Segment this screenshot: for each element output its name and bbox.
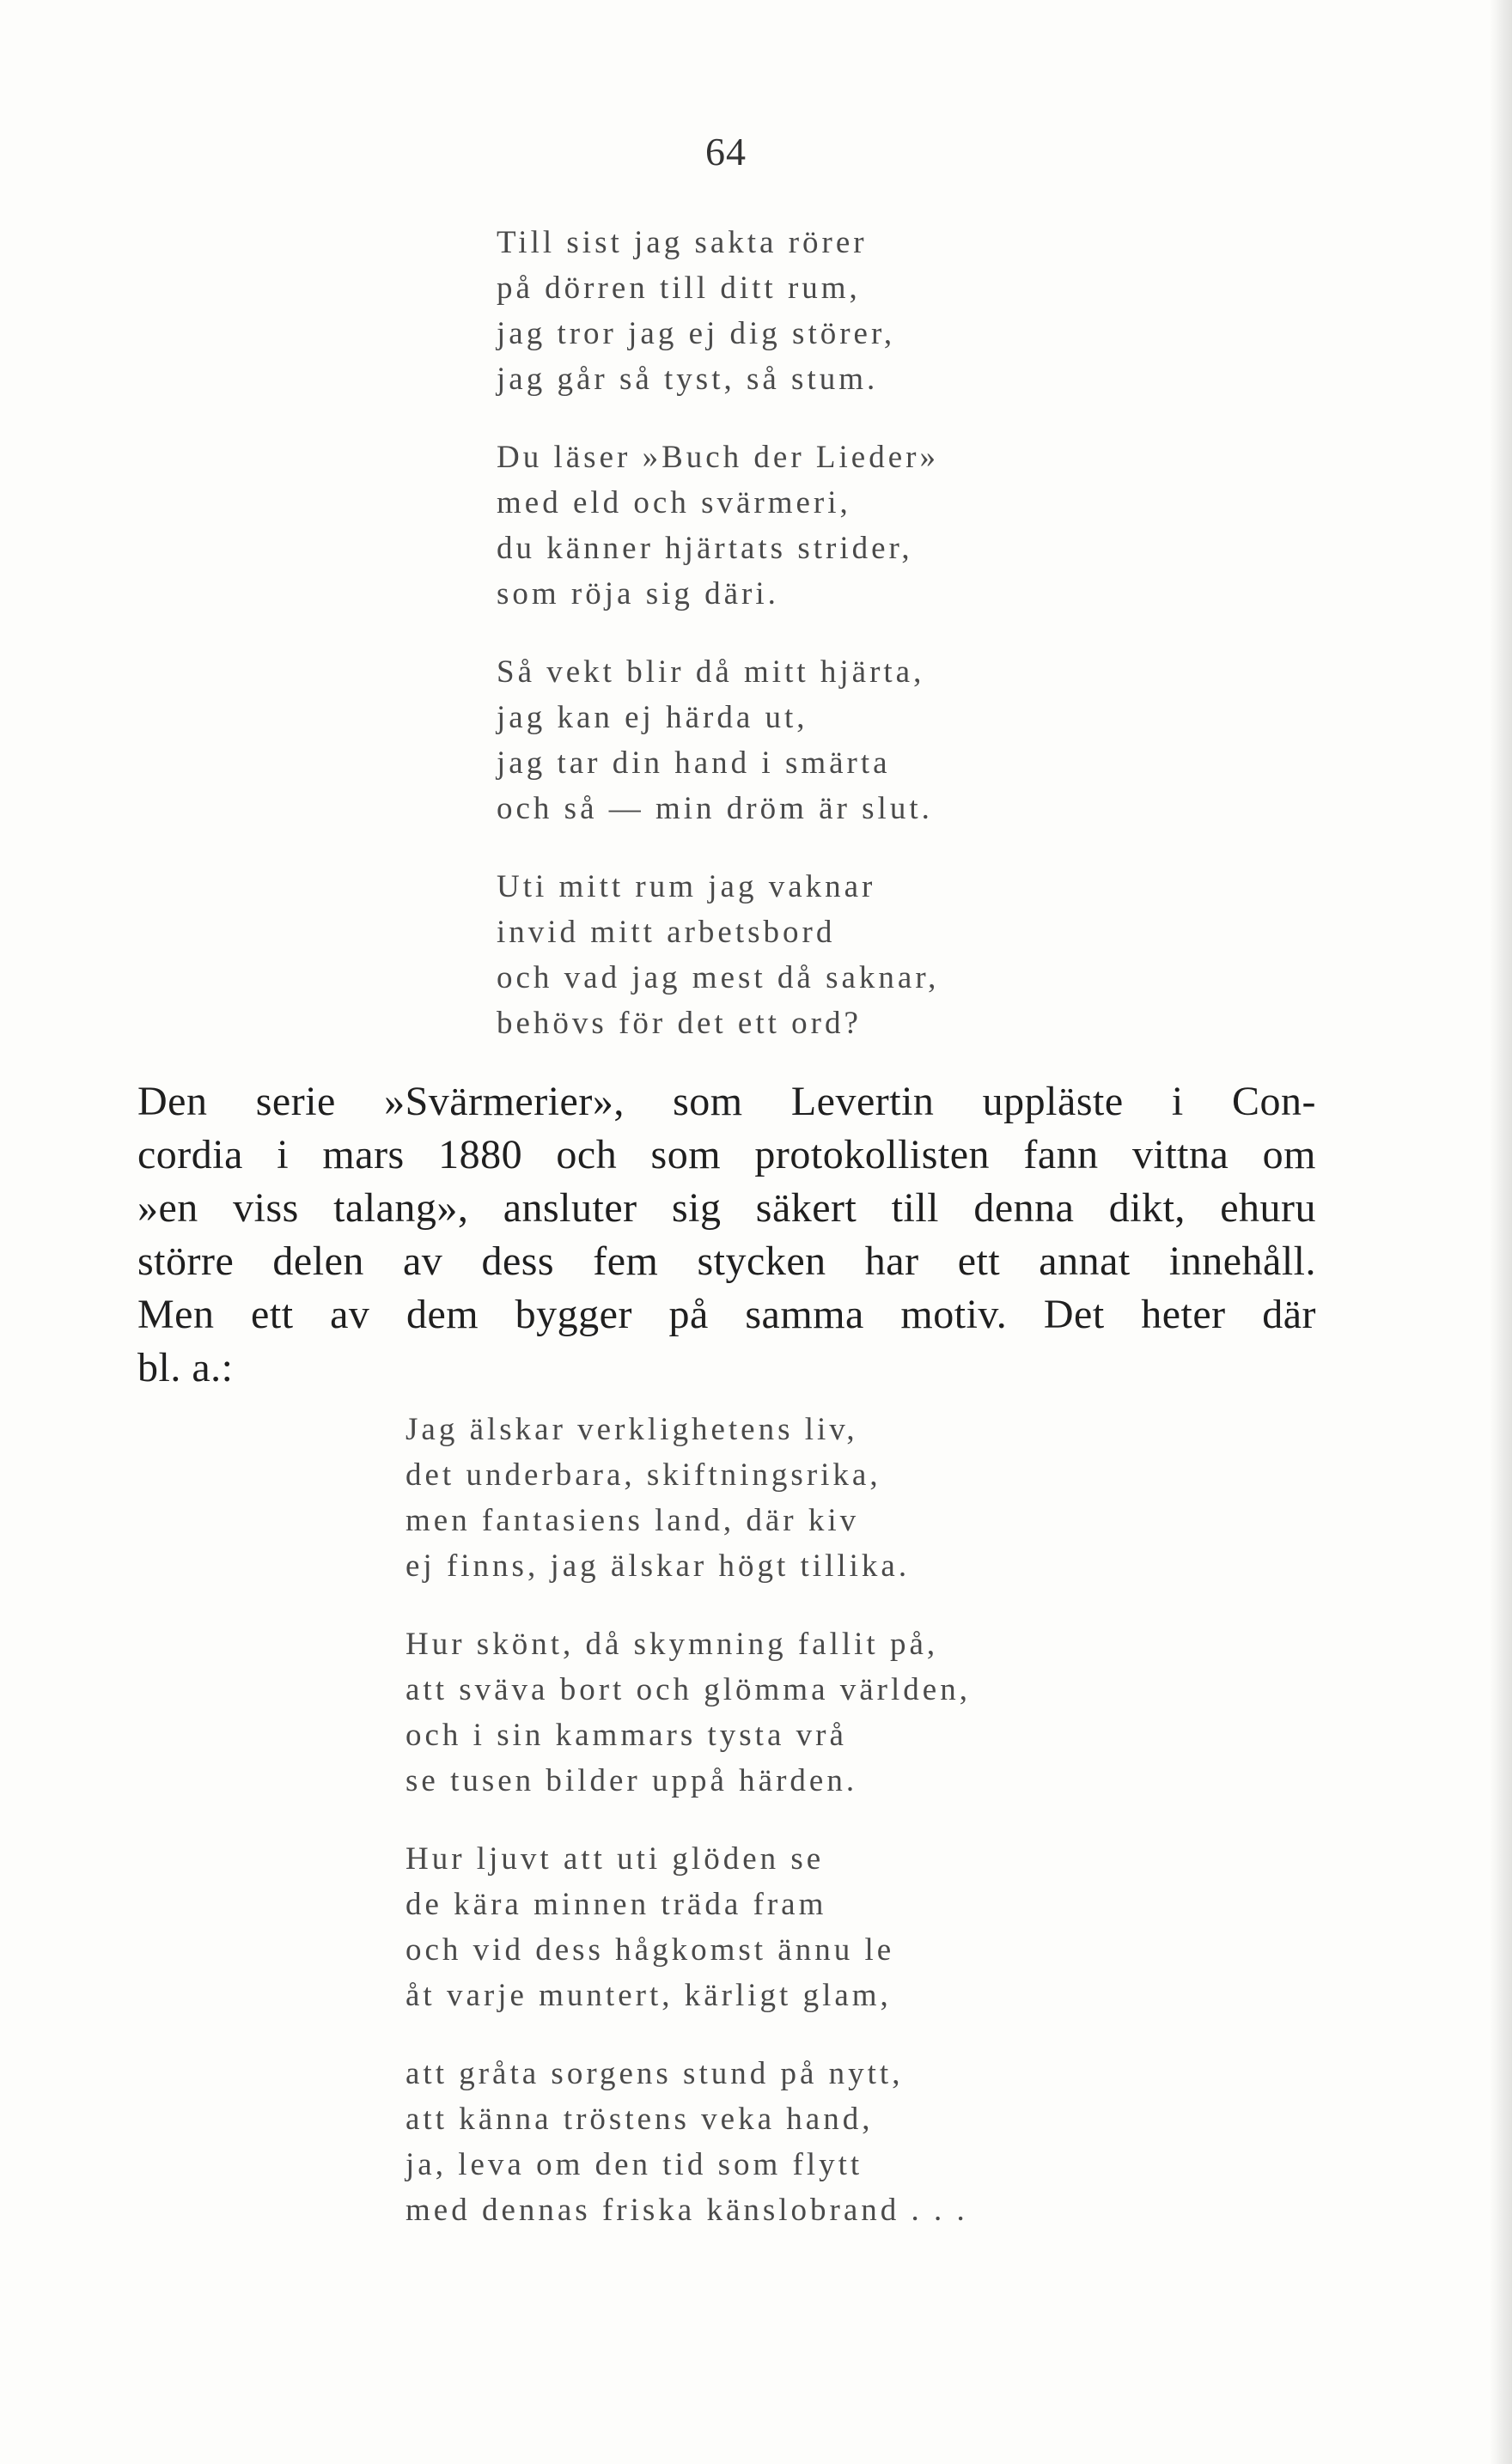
poem-line: med eld och svärmeri, bbox=[497, 485, 851, 520]
poem-line: Du läser »Buch der Lieder» bbox=[497, 440, 939, 475]
poem-line: Hur skönt, då skymning fallit på, bbox=[405, 1627, 939, 1662]
poem-one bbox=[497, 220, 939, 1079]
poem-line: och i sin kammars tysta vrå bbox=[405, 1718, 847, 1753]
prose-line: bl. a.: bbox=[137, 1345, 234, 1390]
page-edge-shade bbox=[1490, 0, 1512, 2464]
poem-line: att sväva bort och glömma världen, bbox=[405, 1672, 971, 1707]
poem-two-stanza-1 bbox=[405, 1407, 971, 1589]
poem-one-stanza-2 bbox=[497, 435, 939, 617]
prose-line: »en viss talang», ansluter sig säkert till denna dikt, ehuru bbox=[137, 1185, 1316, 1231]
poem-line: åt varje muntert, kärligt glam, bbox=[405, 1978, 892, 2013]
poem-line: behövs för det ett ord? bbox=[497, 1006, 862, 1041]
poem-line: Så vekt blir då mitt hjärta, bbox=[497, 654, 925, 690]
poem-line: att känna tröstens veka hand, bbox=[405, 2102, 874, 2137]
poem-line: jag tar din hand i smärta bbox=[497, 745, 891, 781]
poem-line: ej finns, jag älskar högt tillika. bbox=[405, 1548, 911, 1584]
poem-line: jag kan ej härda ut, bbox=[497, 700, 808, 735]
poem-line: se tusen bilder uppå härden. bbox=[405, 1763, 858, 1798]
poem-line: Uti mitt rum jag vaknar bbox=[497, 869, 876, 904]
prose-paragraph bbox=[137, 1075, 1316, 1395]
poem-one-stanza-4 bbox=[497, 864, 939, 1046]
poem-line: jag går så tyst, så stum. bbox=[497, 362, 879, 397]
poem-line: Jag älskar verklighetens liv, bbox=[405, 1412, 858, 1447]
poem-line: jag tror jag ej dig störer, bbox=[497, 316, 896, 351]
poem-two-stanza-3 bbox=[405, 1836, 971, 2018]
poem-line: som röja sig däri. bbox=[497, 576, 779, 611]
poem-line: och vad jag mest då saknar, bbox=[497, 960, 940, 995]
poem-line: invid mitt arbetsbord bbox=[497, 915, 836, 950]
poem-line: det underbara, skiftningsrika, bbox=[405, 1457, 881, 1493]
poem-line: Till sist jag sakta rörer bbox=[497, 225, 868, 260]
poem-one-stanza-3 bbox=[497, 649, 939, 831]
prose-line: Men ett av dem bygger på samma motiv. Det heter där bbox=[137, 1292, 1316, 1337]
prose-line: Den serie »Svärmerier», som Levertin uppläste i Con- bbox=[137, 1079, 1316, 1124]
poem-line: och vid dess hågkomst ännu le bbox=[405, 1932, 895, 1968]
poem-line: men fantasiens land, där kiv bbox=[405, 1503, 860, 1538]
poem-line: med dennas friska känslobrand . . . bbox=[405, 2193, 968, 2228]
poem-line: att gråta sorgens stund på nytt, bbox=[405, 2056, 904, 2091]
poem-one-stanza-1 bbox=[497, 220, 939, 402]
poem-line: och så — min dröm är slut. bbox=[497, 791, 933, 826]
poem-line: Hur ljuvt att uti glöden se bbox=[405, 1841, 825, 1877]
poem-line: ja, leva om den tid som flytt bbox=[405, 2147, 863, 2182]
poem-two-stanza-4 bbox=[405, 2051, 971, 2233]
poem-line: du känner hjärtats strider, bbox=[497, 531, 913, 566]
poem-two-stanza-2 bbox=[405, 1621, 971, 1804]
poem-line: på dörren till ditt rum, bbox=[497, 271, 861, 306]
poem-line: de kära minnen träda fram bbox=[405, 1887, 827, 1922]
prose-line: cordia i mars 1880 och som protokollisten fann vittna om bbox=[137, 1132, 1316, 1177]
page-number: 64 bbox=[705, 130, 747, 173]
prose-line: större delen av dess fem stycken har ett annat innehåll. bbox=[137, 1238, 1316, 1284]
poem-two bbox=[405, 1407, 971, 2266]
